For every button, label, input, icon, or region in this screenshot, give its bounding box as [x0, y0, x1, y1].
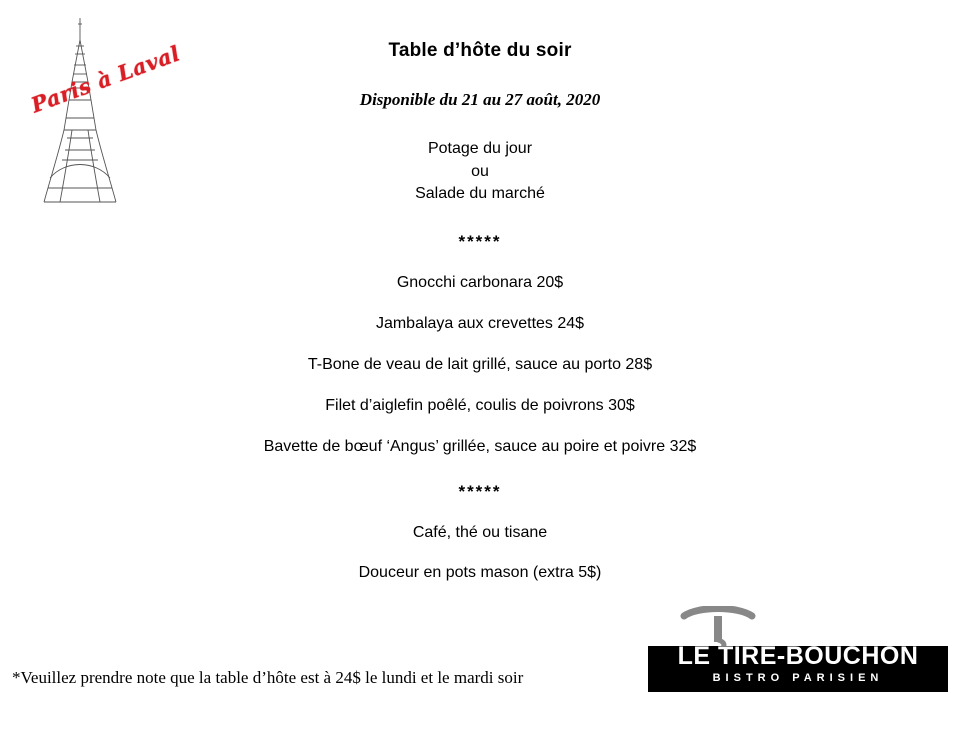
- menu-item: T-Bone de veau de lait grillé, sauce au porto 28$: [307, 356, 653, 374]
- menu-dates: Disponible du 21 au 27 août, 2020: [359, 90, 601, 109]
- entrees-section: [0, 138, 960, 206]
- footnote: *Veuillez prendre note que la table d’hôte est à 24$ le lundi et le mardi soir: [12, 668, 524, 687]
- le-tire-bouchon-logo: [648, 606, 948, 706]
- page-title: Table d’hôte du soir: [388, 40, 572, 61]
- menu-item: Bavette de bœuf ‘Angus’ grillée, sauce au poire et poivre 32$: [263, 438, 697, 456]
- section-separator-top: *****: [458, 232, 502, 252]
- logo-name: LE TIRE-BOUCHON: [677, 642, 919, 670]
- entree-item: Salade du marché: [415, 185, 545, 203]
- menu-item: Gnocchi carbonara 20$: [396, 274, 564, 292]
- section-separator-bottom: *****: [458, 482, 502, 502]
- entree-separator-or: ou: [471, 162, 489, 180]
- main-courses-section: [0, 274, 960, 456]
- desserts-section: [0, 524, 960, 582]
- logo-subtitle: BISTRO PARISIEN: [712, 672, 884, 684]
- entree-item: Potage du jour: [427, 140, 533, 157]
- logo-script-text: Paris à Laval: [27, 40, 184, 118]
- menu-item: Filet d’aiglefin poêlé, coulis de poivrons 30$: [325, 397, 635, 415]
- menu-item: Jambalaya aux crevettes 24$: [375, 315, 585, 333]
- menu-item: Douceur en pots mason (extra 5$): [358, 564, 602, 582]
- menu-item: Café, thé ou tisane: [412, 524, 548, 542]
